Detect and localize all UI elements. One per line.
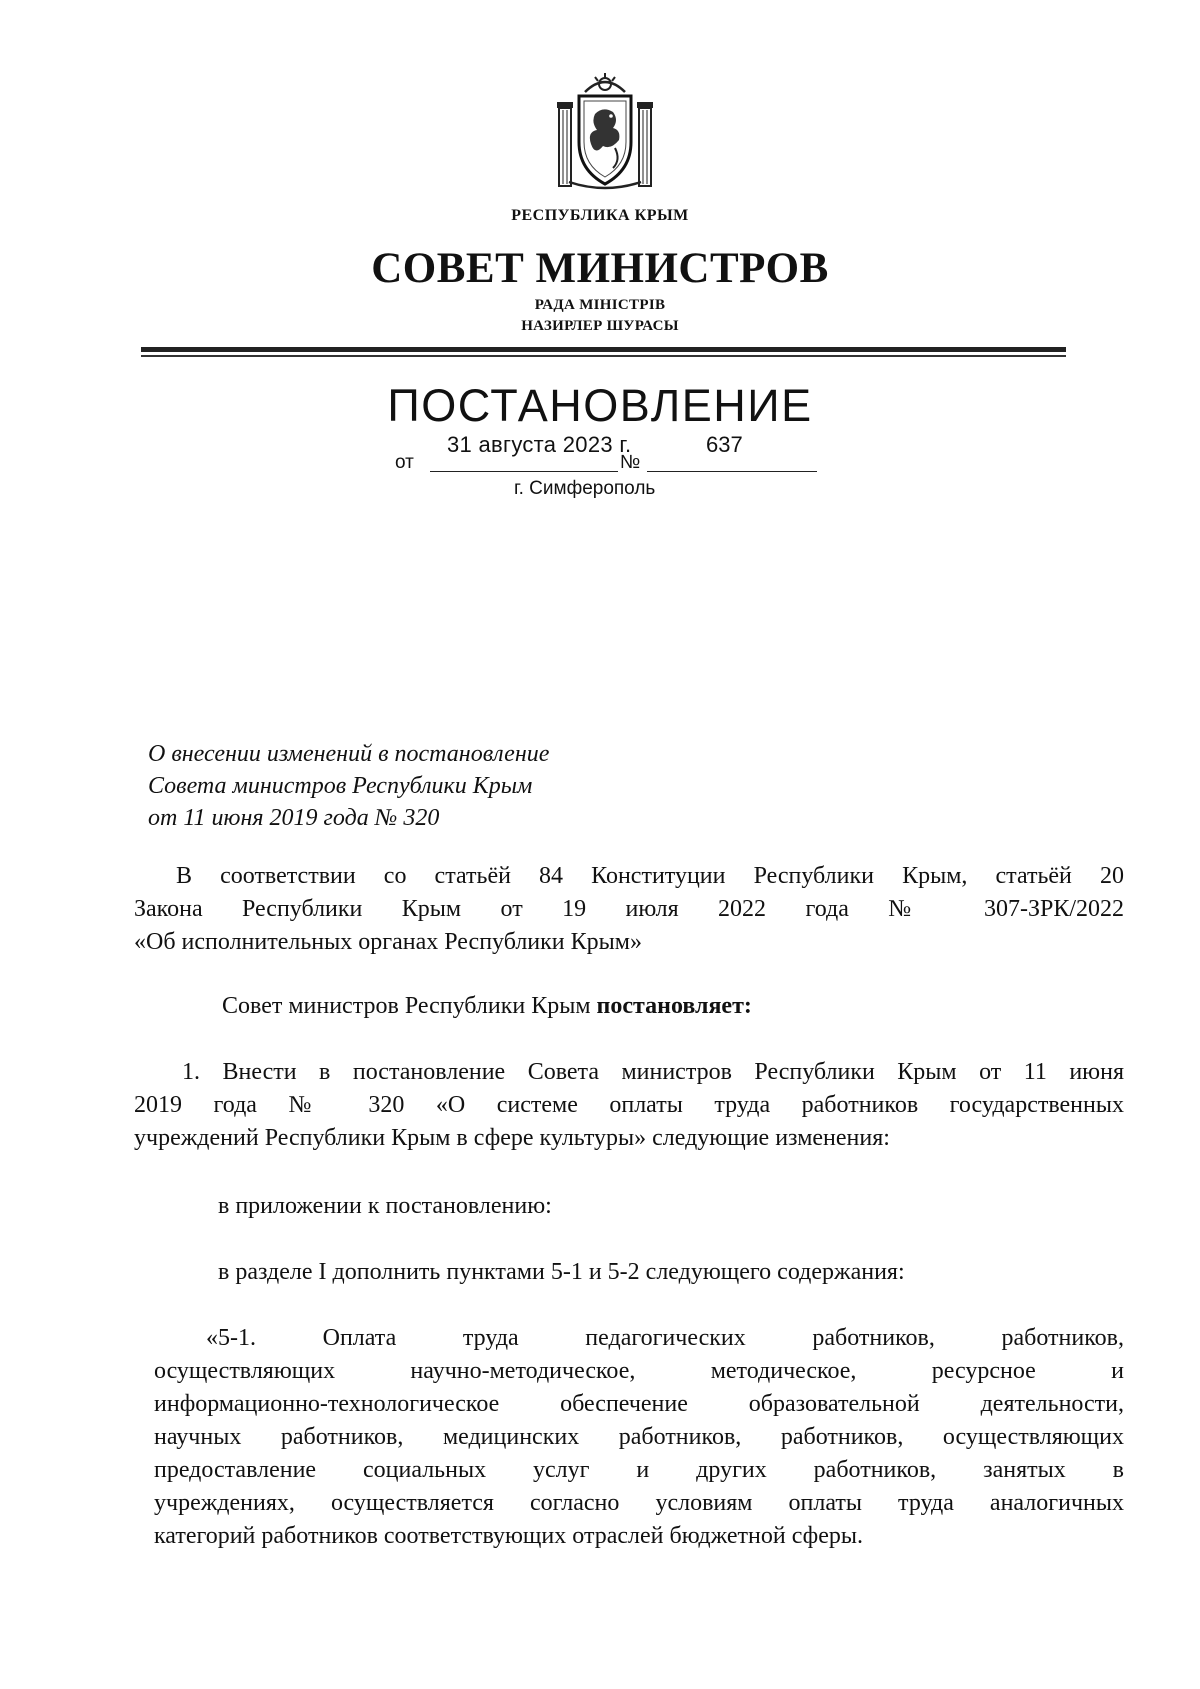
header-divider-thin <box>141 355 1066 357</box>
subject-line: Совета министров Республики Крым <box>148 773 533 799</box>
paragraph-line: 2019 года № 320 «О системе оплаты труда работников государственных <box>134 1092 1124 1118</box>
date-prefix: от <box>395 452 414 473</box>
resolve-keyword: постановляет: <box>596 993 752 1019</box>
council-title: СОВЕТ МИНИСТРОВ <box>371 245 829 292</box>
paragraph-line: В соответствии со статьёй 84 Конституции Республики Крым, статьёй 20 <box>176 863 1124 889</box>
paragraph-line: «5-1. Оплата труда педагогических работников, работников, <box>206 1325 1124 1351</box>
item-1-paragraph <box>134 1056 1124 1155</box>
resolve-text: Совет министров Республики Крым <box>222 993 597 1019</box>
paragraph-line: учреждений Республики Крым в сфере культуры» следующие изменения: <box>134 1125 890 1151</box>
number-sign: № <box>620 452 641 473</box>
subject-line: О внесении изменений в постановление <box>148 741 550 767</box>
paragraph-line: категорий работников соответствующих отраслей бюджетной сферы. <box>154 1523 863 1549</box>
header-divider-thick <box>141 347 1066 352</box>
decree-subject <box>148 738 549 834</box>
clause-5-1-paragraph <box>154 1322 1124 1553</box>
resolve-paragraph <box>222 990 1022 1023</box>
paragraph-line <box>222 990 1022 1023</box>
paragraph-line: в разделе I дополнить пунктами 5-1 и 5-2 следующего содержания: <box>218 1259 905 1285</box>
paragraph-line: 1. Внести в постановление Совета министров Республики Крым от 11 июня <box>182 1059 1124 1085</box>
decree-title: ПОСТАНОВЛЕНИЕ <box>387 380 813 431</box>
date-underline <box>430 471 618 472</box>
section-paragraph <box>218 1256 1058 1289</box>
paragraph-line: научных работников, медицинских работников, работников, осуществляющих <box>154 1424 1124 1450</box>
council-title-ukrainian: РАДА МІНІСТРІВ <box>534 297 666 313</box>
annex-paragraph <box>218 1190 1018 1223</box>
decree-city: г. Симферополь <box>514 478 656 499</box>
coat-of-arms-emblem <box>555 70 655 190</box>
paragraph-line: информационно-технологическое обеспечение образовательной деятельности, <box>154 1391 1124 1417</box>
decree-date: 31 августа 2023 г. <box>447 432 632 457</box>
paragraph-line: предоставление социальных услуг и других работников, занятых в <box>154 1457 1124 1483</box>
paragraph-line: в приложении к постановлению: <box>218 1193 552 1219</box>
paragraph-line: Закона Республики Крым от 19 июля 2022 года № 307-ЗРК/2022 <box>134 896 1124 922</box>
republic-name: РЕСПУБЛИКА КРЫМ <box>511 207 689 224</box>
paragraph-line: осуществляющих научно-методическое, методическое, ресурсное и <box>154 1358 1124 1384</box>
council-title-crimean-tatar: НАЗИРЛЕР ШУРАСЫ <box>521 318 679 334</box>
subject-line: от 11 июня 2019 года № 320 <box>148 805 440 831</box>
decree-number: 637 <box>706 432 743 457</box>
paragraph-line: учреждениях, осуществляется согласно условиям оплаты труда аналогичных <box>154 1490 1124 1516</box>
number-underline <box>647 471 817 472</box>
legal-basis-paragraph <box>134 860 1124 959</box>
paragraph-line: «Об исполнительных органах Республики Крым» <box>134 929 642 955</box>
